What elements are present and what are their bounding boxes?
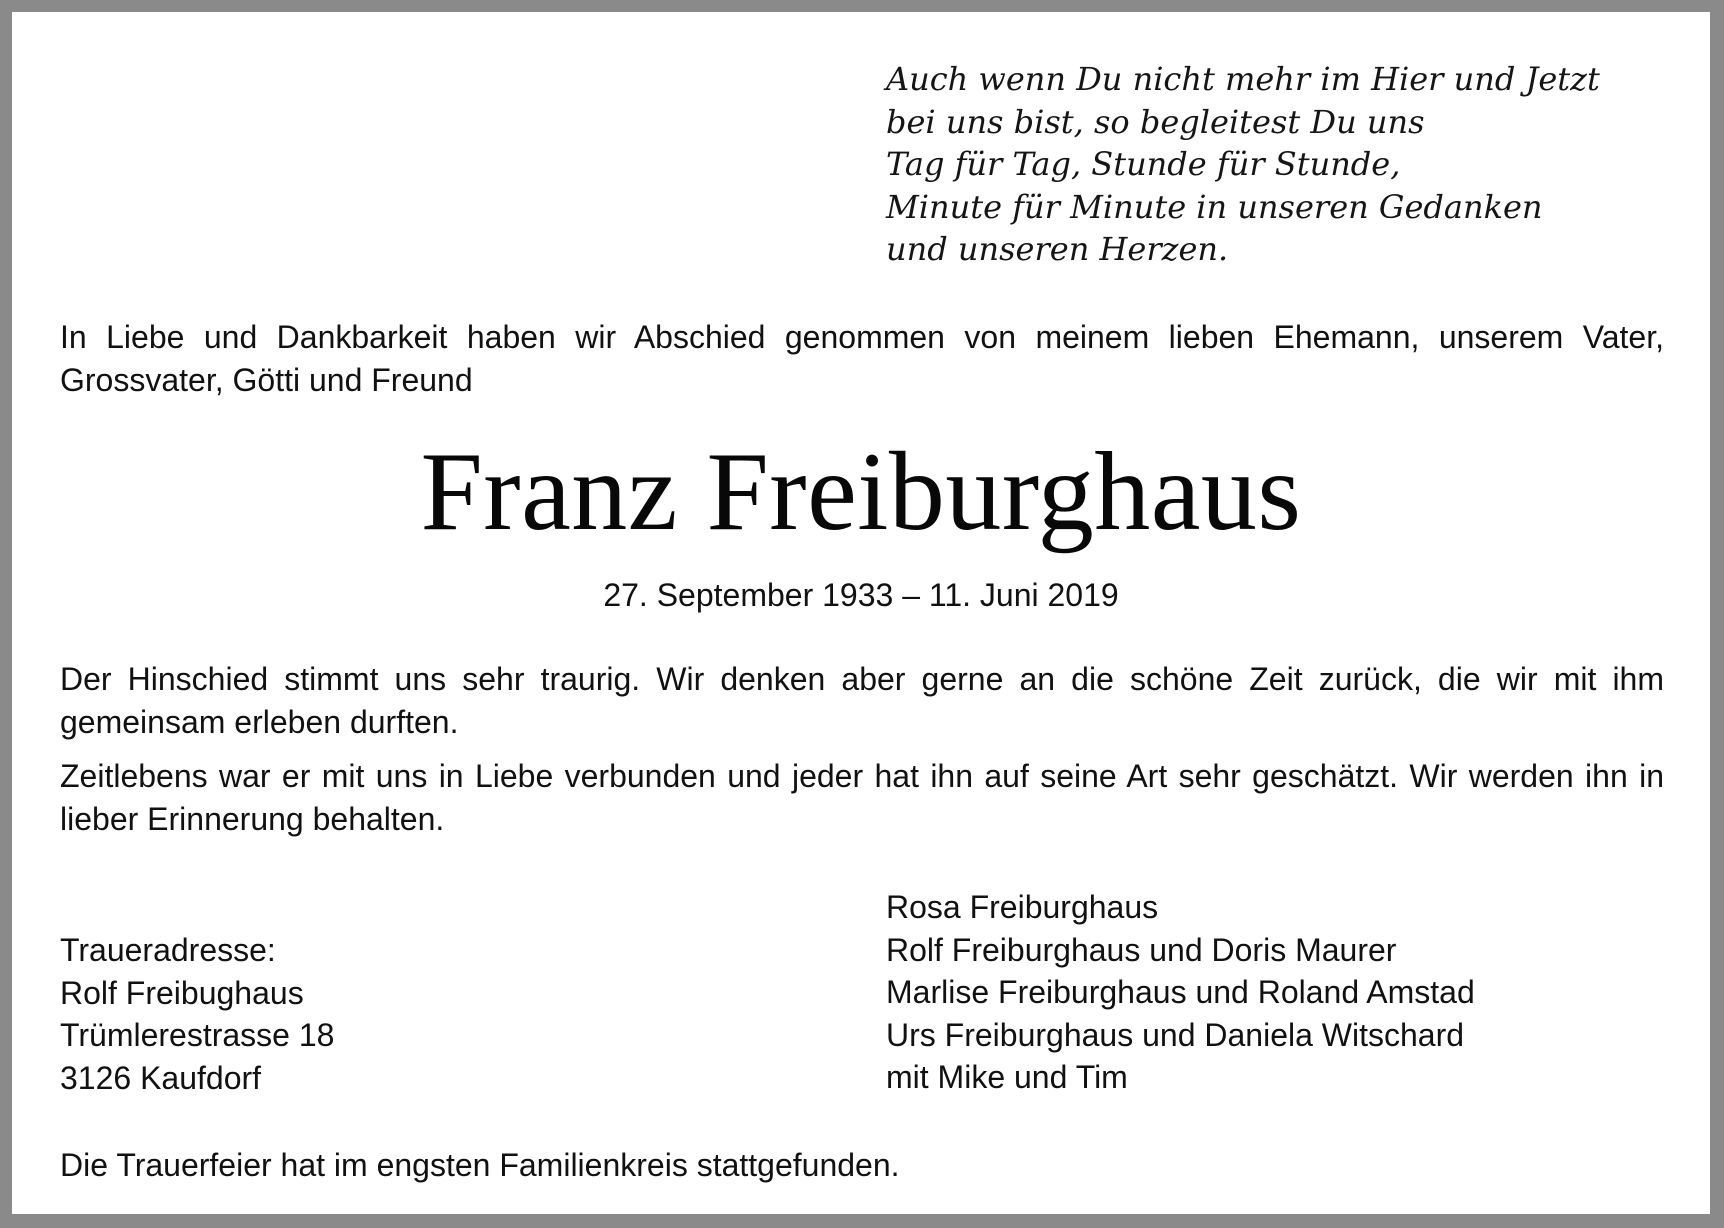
poem-verse bbox=[886, 58, 1600, 271]
family-member: Rosa Freiburghaus bbox=[886, 889, 1159, 925]
family-member: Marlise Freiburghaus und Roland Amstad bbox=[886, 974, 1475, 1010]
obituary-notice bbox=[12, 12, 1710, 1214]
paragraph: Der Hinschied stimmt uns sehr traurig. Wir denken aber gerne an die schöne Zeit zurück, die wir mit ihm gemeinsam erleben durften. bbox=[60, 661, 1664, 740]
poem-line: Auch wenn Du nicht mehr im Hier und Jetzt bbox=[886, 60, 1600, 98]
poem-line: Minute für Minute in unseren Gedanken bbox=[886, 187, 1543, 226]
address-name: Rolf Freibughaus bbox=[60, 974, 304, 1011]
address-street: Trümlerestrasse 18 bbox=[60, 1017, 335, 1053]
poem-line: und unseren Herzen. bbox=[886, 230, 1229, 268]
family-member: mit Mike und Tim bbox=[886, 1059, 1128, 1095]
address-city: 3126 Kaufdorf bbox=[60, 1059, 262, 1096]
family-member: Rolf Freiburghaus und Doris Maurer bbox=[886, 931, 1397, 968]
paragraph: Zeitlebens war er mit uns in Liebe verbunden und jeder hat ihn auf seine Art sehr geschätzt. Wir werden ihn in lieber Erinnerung behalten. bbox=[60, 758, 1664, 837]
closing-note: Die Trauerfeier hat im engsten Familienkreis stattgefunden. bbox=[60, 1147, 900, 1183]
poem-line: Tag für Tag, Stunde für Stunde, bbox=[886, 145, 1401, 183]
life-dates: 27. September 1933 – 11. Juni 2019 bbox=[603, 577, 1119, 613]
poem-line: bei uns bist, so begleitest Du uns bbox=[886, 102, 1425, 141]
family-signatures bbox=[886, 886, 1475, 1099]
family-member: Urs Freiburghaus und Daniela Witschard bbox=[886, 1016, 1465, 1053]
address-label: Traueradresse: bbox=[60, 932, 276, 968]
deceased-name: Franz Freiburghaus bbox=[420, 430, 1302, 554]
intro-text: In Liebe und Dankbarkeit haben wir Abschied genommen von meinem lieben Ehemann, unserem Vater, Grossvater, Götti und Freund bbox=[60, 319, 1664, 398]
mourning-address bbox=[60, 929, 334, 1099]
